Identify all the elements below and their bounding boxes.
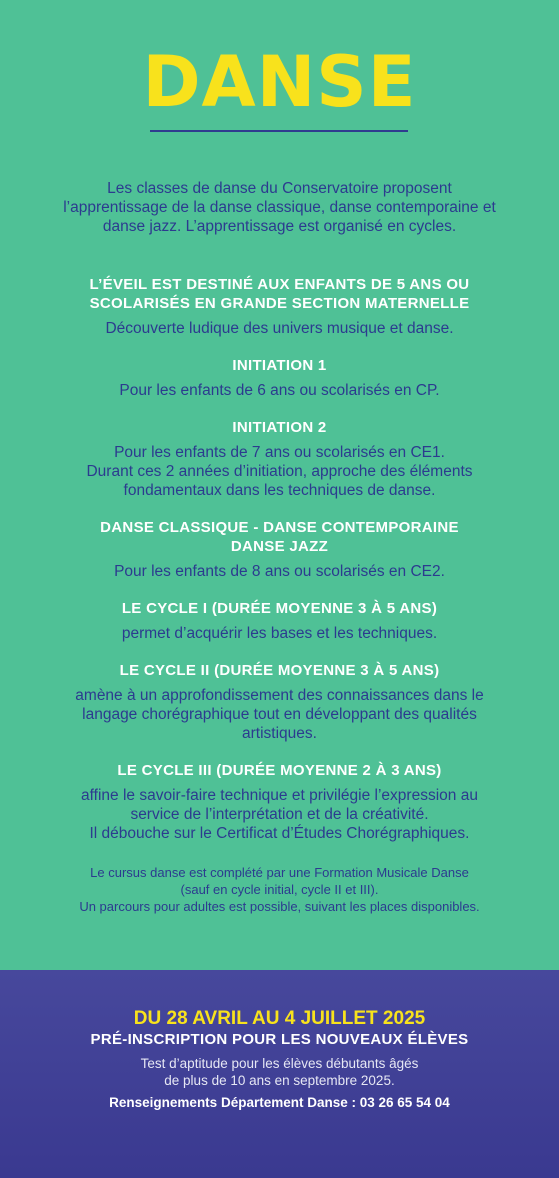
section-body-line: fondamentaux dans les techniques de danse.: [123, 482, 436, 499]
section-body-line: langage chorégraphique tout en développant des qualités: [82, 706, 477, 723]
note-line: (sauf en cycle initial, cycle II et III).: [180, 882, 379, 897]
section-body: [20, 381, 539, 400]
section-title-line: DANSE CLASSIQUE - DANSE CONTEMPORAINE: [100, 519, 459, 536]
section-title: [20, 761, 539, 780]
registration-footer: [0, 970, 559, 1178]
section-title: [20, 275, 539, 313]
note-line: Un parcours pour adultes est possible, suivant les places disponibles.: [79, 899, 480, 914]
section-title-line: L’ÉVEIL EST DESTINÉ AUX ENFANTS DE 5 ANS OU: [89, 276, 470, 293]
section-body-line: Découverte ludique des univers musique et danse.: [105, 320, 454, 337]
section-title-line: LE CYCLE II (DURÉE MOYENNE 3 À 5 ANS): [119, 662, 440, 679]
cursus-note: [20, 864, 539, 915]
section-body-line: artistiques.: [242, 725, 317, 742]
section-body-line: Il débouche sur le Certificat d’Études Chorégraphiques.: [89, 825, 470, 842]
sections-list: [20, 275, 539, 861]
intro-line: l’apprentissage de la danse classique, danse contemporaine et: [63, 199, 496, 216]
test-line: Test d’aptitude pour les élèves débutants âgés: [140, 1056, 419, 1071]
section-title: [20, 418, 539, 437]
section-body: [20, 624, 539, 643]
test-line: de plus de 10 ans en septembre 2025.: [164, 1073, 395, 1088]
section-body-line: amène à un approfondissement des connaissances dans le: [75, 687, 484, 704]
intro-paragraph: [30, 179, 529, 236]
section-cycle-1: [20, 599, 539, 643]
section-body-line: Pour les enfants de 6 ans ou scolarisés en CP.: [119, 382, 440, 399]
section-title: [20, 599, 539, 618]
intro-line: Les classes de danse du Conservatoire proposent: [107, 180, 452, 197]
section-title-line: SCOLARISÉS EN GRANDE SECTION MATERNELLE: [89, 295, 470, 312]
section-body-line: permet d’acquérir les bases et les techniques.: [121, 625, 438, 642]
section-title: [20, 661, 539, 680]
section-initiation-2: [20, 418, 539, 500]
preinscription-heading: PRÉ-INSCRIPTION POUR LES NOUVEAUX ÉLÈVES: [90, 1031, 469, 1048]
section-body-line: service de l’interprétation et de la créativité.: [130, 806, 429, 823]
section-body: [20, 562, 539, 581]
page-title: DANSE: [142, 41, 417, 123]
section-title-line: LE CYCLE III (DURÉE MOYENNE 2 À 3 ANS): [117, 762, 442, 779]
section-body: [20, 686, 539, 743]
section-title-line: INITIATION 2: [232, 419, 327, 436]
section-title-line: LE CYCLE I (DURÉE MOYENNE 3 À 5 ANS): [121, 600, 438, 617]
title-divider: [150, 130, 408, 132]
section-eveil: [20, 275, 539, 338]
section-title: [20, 518, 539, 556]
section-danse-styles: [20, 518, 539, 581]
section-initiation-1: [20, 356, 539, 400]
section-title-line: DANSE JAZZ: [230, 538, 329, 555]
section-body: [20, 786, 539, 843]
section-cycle-3: [20, 761, 539, 843]
note-line: Le cursus danse est complété par une Formation Musicale Danse: [90, 865, 469, 880]
section-body-line: Durant ces 2 années d’initiation, approche des éléments: [86, 463, 473, 480]
section-body-line: Pour les enfants de 7 ans ou scolarisés en CE1.: [114, 444, 445, 461]
intro-line: danse jazz. L’apprentissage est organisé en cycles.: [102, 218, 457, 235]
section-body: [20, 319, 539, 338]
aptitude-test-note: [0, 1055, 559, 1089]
registration-dates: DU 28 AVRIL AU 4 JUILLET 2025: [133, 1008, 426, 1029]
section-body-line: affine le savoir-faire technique et privilégie l’expression au: [81, 787, 478, 804]
section-cycle-2: [20, 661, 539, 743]
section-title: [20, 356, 539, 375]
section-body: [20, 443, 539, 500]
section-body-line: Pour les enfants de 8 ans ou scolarisés en CE2.: [114, 563, 445, 580]
section-title-line: INITIATION 1: [232, 357, 327, 374]
contact-info: Renseignements Département Danse : 03 26 65 54 04: [109, 1095, 450, 1110]
